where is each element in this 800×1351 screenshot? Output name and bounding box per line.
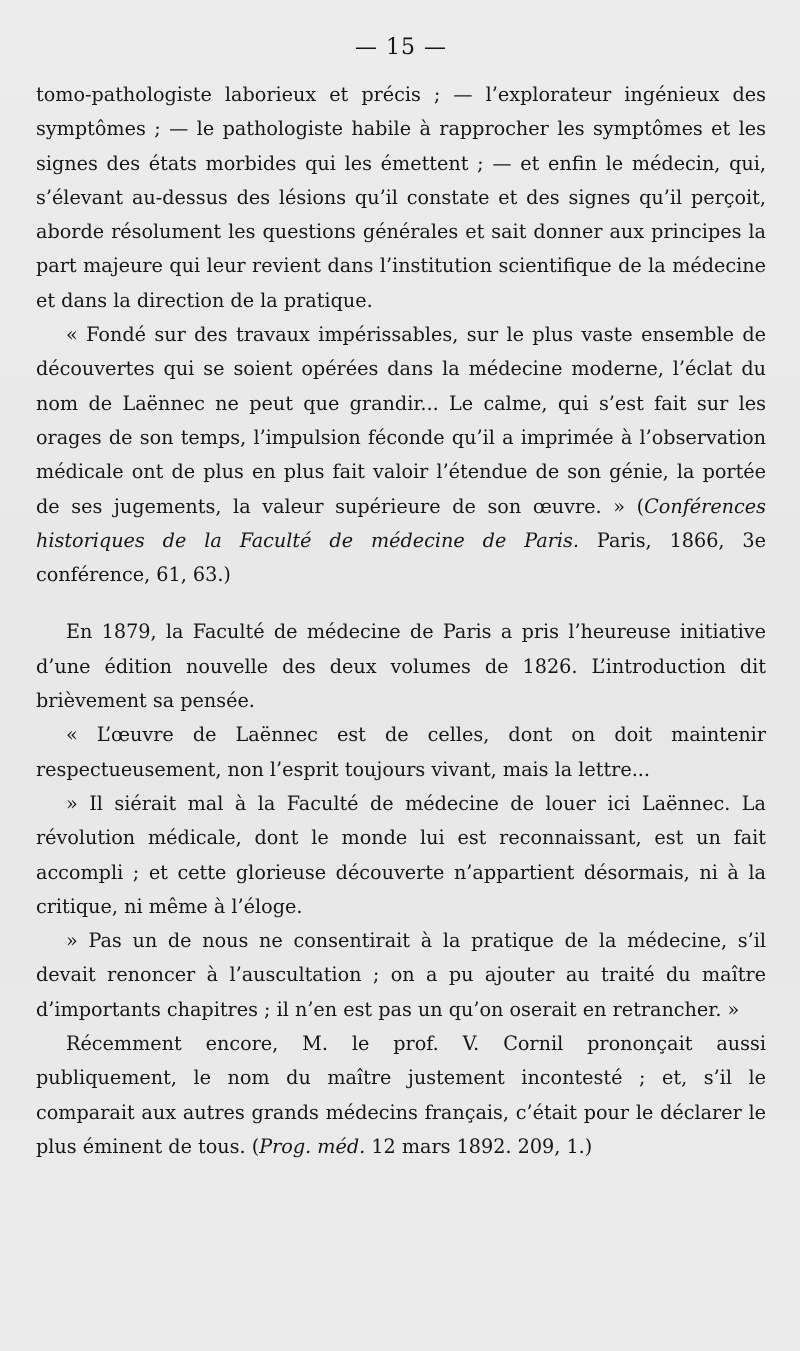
paragraph-quote-auscultation [36,924,766,1027]
citation-title: Conférences historiques de la Faculté de médecine de Paris. [36,494,766,552]
paragraph-text: » Pas un de nous ne consentirait à la pratique de la médecine, s’il devait renoncer à l’auscultation ; on a pu ajouter au traité du maître d’importants chapitres ; il n’en est pas un qu’on oserait en retrancher. » [36,929,766,1021]
citation-reference: Paris, 1866, 3e conférence, 61, 63.) [36,528,766,587]
paragraph-quote-oeuvre [36,718,766,787]
paragraph-text: En 1879, la Faculté de médecine de Paris a pris l’heureuse initiative d’une édition nouvelle des deux volumes de 1826. L’introduction dit brièvement sa pensée. [36,620,766,713]
paragraph-cornil [36,1027,766,1164]
paragraph-text: » Il siérait mal à la Faculté de médecine de louer ici Laënnec. La révolution médicale, dont le monde lui est reconnaissant, est un fait accompli ; et cette glorieuse découverte n’appartient désormais, ni à la critique, ni même à l’éloge. [36,791,766,918]
paragraph-continuation [36,78,766,318]
paragraph-1879-edition [36,615,766,718]
paragraph-text: « Fondé sur des travaux impérissables, sur le plus vaste ensemble de découvertes qui se soient opérées dans la médecine moderne, l’éclat du nom de Laënnec ne peut que grandir... Le calme, qui s’est fait sur les orages de son temps, l’impulsion féconde qu’il a imprimée à l’observation médicale ont de plus en plus fait valoir l’étendue de son génie, la portée de ses jugements, la valeur supérieure de son œuvre. » ( [36,323,766,518]
paragraph-quote-faculte [36,318,766,592]
paragraph-text: tomo-pathologiste laborieux et précis ; — l’explorateur ingénieux des symptômes ; — le pathologiste habile à rapprocher les symptômes et les signes des états morbides qui les émettent ; — et enfin le médecin, qui, s’élevant au-dessus des lésions qu’il constate et des signes qu’il perçoit, aborde résolument les questions générales et sait donner aux principes la part majeure qui leur revient dans l’institution scientifique de la médecine et dans la direction de la pratique. [36,83,766,312]
page-body-text [36,78,766,1164]
citation-title: Prog. méd. [259,1134,366,1158]
paragraph-quote-revolution [36,787,766,924]
page-number: — 15 — [355,35,447,60]
paragraph-text: Récemment encore, M. le prof. V. Cornil prononçait aussi publiquement, le nom du maître justement incontesté ; et, s’il le comparait aux autres grands médecins français, c’était pour le déclarer le plus éminent de tous. ( [36,1032,766,1158]
paragraph-text: « L’œuvre de Laënnec est de celles, dont on doit maintenir respectueusement, non l’esprit toujours vivant, mais la lettre... [36,723,766,781]
citation-reference: 12 mars 1892. 209, 1.) [365,1134,593,1158]
